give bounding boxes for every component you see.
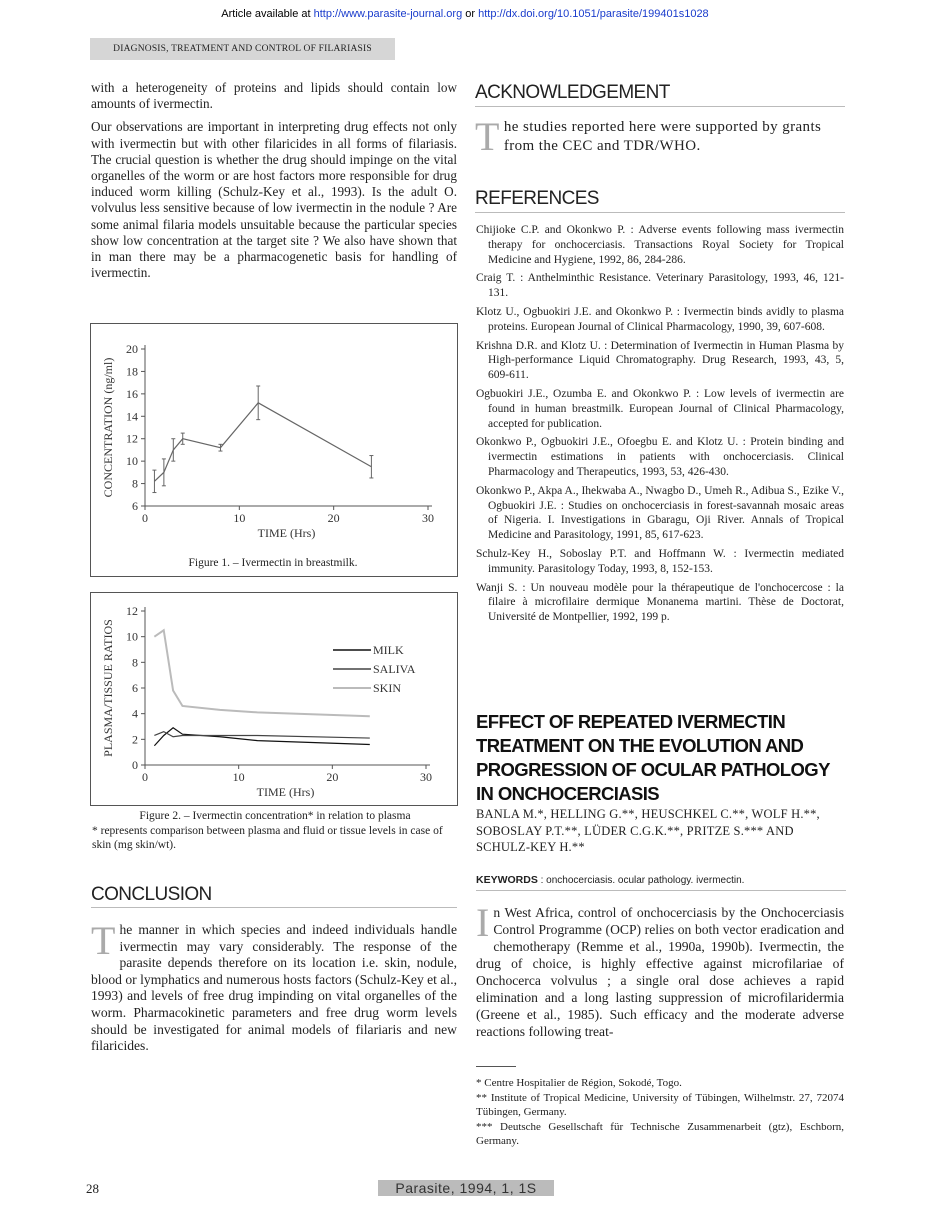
y-axis-label: PLASMA/TISSUE RATIOS: [101, 619, 115, 757]
reference-item: Craig T. : Anthelminthic Resistance. Veterinary Parasitology, 1993, 46, 121-131.: [476, 272, 844, 300]
article-availability-line: [0, 8, 930, 20]
conclusion-paragraph: [91, 918, 457, 1055]
figure-2-note: * represents comparison between plasma and fluid or tissue levels in case of skin (mg skin/wt).: [92, 825, 443, 851]
figure-1-frame: [90, 323, 458, 577]
running-head: DIAGNOSIS, TREATMENT AND CONTROL OF FILARIASIS: [90, 38, 395, 60]
y-axis-label: CONCENTRATION (ng/ml): [101, 357, 115, 498]
reference-item: Chijioke C.P. and Okonkwo P. : Adverse events following mass ivermectin therapy for onchocerciasis. Transactions Royal Society for Tropical Medicine and Hygiene, 1992, 86, 284-286.: [476, 224, 844, 266]
x-tick-label: 0: [142, 511, 148, 525]
y-tick-label: 4: [132, 706, 138, 721]
acknowledgement-rule: [475, 106, 845, 107]
footnote-2: ** Institute of Tropical Medicine, University of Tübingen, Wilhelmstr. 27, 72074 Tübingen, Germany.: [476, 1091, 844, 1118]
y-tick-label: 6: [132, 681, 138, 695]
conclusion-rule: [91, 907, 457, 908]
keywords-line: [476, 874, 844, 886]
x-axis-label: TIME (Hrs): [257, 526, 316, 540]
paragraph-2: Our observations are important in interpreting drug effects not only with ivermectin but with other filaricides in all forms of filariasis. The crucial question is whether the drug should impinge on the vital organelles of the worm or are host factors more responsible for drug induced worm killing (Schulz-Key et al., 1993). Is the adult O. volvulus less sensitive because of low ivermectin in the nodule ? Are some animal filaria models unsuitable because the particular species show low concentration at the target site ? We also have shown that in man there may be a pharmacogenetic basis for handling of ivermectin.: [91, 119, 457, 281]
availability-or: or: [462, 8, 479, 20]
x-tick-label: 30: [420, 770, 432, 784]
keywords-label: KEYWORDS: [476, 874, 538, 886]
y-tick-label: 10: [126, 454, 138, 469]
footnotes: [476, 1076, 844, 1149]
reference-item: Ogbuokiri J.E., Ozumba E. and Okonkwo P. : Low levels of ivermectin are found in human breastmilk. European Journal of Clinical Pharmacology, accepted for publication.: [476, 387, 844, 430]
y-tick-label: 10: [126, 629, 138, 644]
reference-item: Schulz-Key H., Soboslay P.T. and Hoffmann W. : Ivermectin mediated immunity. Parasitology Today, 1993, 8, 152-153.: [476, 547, 844, 575]
figure-2-chart: [91, 593, 457, 805]
x-tick-label: 30: [422, 511, 434, 525]
left-body-text: [91, 80, 457, 288]
x-tick-label: 10: [232, 770, 245, 784]
paragraph-1: with a heterogeneity of proteins and lipids should contain low amounts of ivermectin.: [91, 80, 457, 112]
y-tick-label: 6: [132, 499, 138, 513]
series-line-skin: [154, 630, 369, 716]
conclusion-heading: CONCLUSION: [91, 884, 212, 905]
y-tick-label: 20: [126, 342, 138, 356]
article-authors: BANLA M.*, HELLING G.**, HEUSCHKEL C.**, WOLF H.**, SOBOSLAY P.T.**, LÜDER C.G.K.**, PRITZE S.*** AND SCHULZ-KEY H.**: [476, 807, 820, 854]
doi-link[interactable]: http://dx.doi.org/10.1051/parasite/199401s1028: [478, 8, 709, 20]
y-tick-label: 18: [126, 364, 138, 379]
intro-dropcap: I: [476, 900, 490, 945]
conclusion-text: he manner in which species and indeed individuals handle ivermectin may vary considerably. The response of the parasite depends therefore on its location i.e. skin, nodule, blood or lymphatics and numerous hosts factors (Schulz-Key et al., 1993) and levels of free drug impinding on vital organelles of the worm. Pharmacokinetic parameters and free drug worm levels should be investigated for animal models of filariaris and new filaricides.: [91, 922, 457, 1054]
footnote-1: * Centre Hospitalier de Région, Sokodé, Togo.: [476, 1077, 682, 1089]
x-tick-label: 0: [142, 770, 148, 784]
y-tick-label: 0: [132, 758, 138, 772]
figure-1-caption: Figure 1. – Ivermectin in breastmilk.: [188, 557, 358, 569]
page-number: 28: [86, 1181, 99, 1196]
x-tick-label: 20: [327, 511, 340, 525]
acknowledgement-heading: ACKNOWLEDGEMENT: [475, 82, 670, 103]
acknowledgement-dropcap: T: [475, 114, 500, 159]
figure-1-chart: [91, 324, 457, 576]
footnote-3: *** Deutsche Gesellschaft für Technische Zusammenarbeit (gtz), Eschborn, Germany.: [476, 1120, 844, 1147]
references-heading: REFERENCES: [475, 188, 599, 209]
y-tick-label: 12: [126, 604, 138, 618]
x-axis-label: TIME (Hrs): [256, 785, 315, 799]
y-tick-label: 14: [126, 409, 138, 424]
availability-prefix: Article available at: [221, 8, 314, 20]
legend-label-saliva: SALIVA: [373, 662, 416, 676]
y-tick-label: 12: [126, 431, 138, 446]
series-line-0: [154, 403, 371, 481]
legend-label-skin: SKIN: [373, 681, 402, 695]
reference-list: [476, 223, 844, 629]
references-rule: [475, 212, 845, 213]
x-tick-label: 10: [233, 511, 246, 525]
legend-label-milk: MILK: [373, 643, 404, 657]
journal-footer: Parasite, 1994, 1, 1S: [378, 1180, 554, 1196]
figure-2-caption: Figure 2. – Ivermectin concentration* in relation to plasma: [139, 810, 411, 822]
reference-item: Okonkwo P., Akpa A., Ihekwaba A., Nwagbo D., Umeh R., Adibua S., Ezike V., Ogbuokiri J.E. : Studies on onchocerciasis in forest-savannah mosaic areas of Nigeria. I. Investigations in Gbaragu, Oji River. Annals of Tropical Medicine and Parasitology, 1991, 85, 617-623.: [476, 484, 844, 542]
acknowledgement-text: he studies reported here were supported by grants from the CEC and TDR/WHO.: [503, 119, 822, 154]
conclusion-dropcap: T: [91, 918, 116, 963]
acknowledgement-paragraph: [475, 114, 845, 159]
reference-item: Klotz U., Ogbuokiri J.E. and Okonkwo P. : Ivermectin binds avidly to plasma proteins. European Journal of Clinical Pharmacology, 1990, 39, 607-608.: [476, 305, 844, 333]
reference-item: Krishna D.R. and Klotz U. : Determination of Ivermectin in Human Plasma by High-performance Liquid Chromatography. Drug Research, 1993, 43, 5, 609-611.: [476, 339, 844, 382]
x-tick-label: 20: [326, 770, 339, 784]
intro-paragraph: [476, 900, 844, 1040]
keywords-rule: [476, 890, 846, 891]
reference-item: Wanji S. : Un nouveau modèle pour la thérapeutique de l'onchocercose : la filaire à microfilaire dermique Monanema martini. Thèse de Doctorat, Université de Montpellier, 1992, 199 p.: [476, 581, 844, 624]
y-tick-label: 8: [132, 655, 138, 670]
footnote-rule: [476, 1066, 516, 1067]
y-tick-label: 2: [132, 732, 138, 747]
journal-link[interactable]: http://www.parasite-journal.org: [313, 8, 463, 20]
intro-text: n West Africa, control of onchocerciasis by the Onchocerciasis Control Programme (OCP) relies on both vector eradication and chemotherapy (Remme et al., 1990a, 1990b). Ivermectin, the drug of choice, is highly effective against microfilariae of Onchocerca volvulus ; a single oral dose achieves a rapid elimination and a long lasting suppression of microfilaridermia (Greene et al., 1985). Such efficacy and the moderate adverse reactions following treat-: [476, 905, 844, 1039]
keywords-text: : onchocerciasis. ocular pathology. ivermectin.: [537, 875, 745, 886]
y-tick-label: 8: [132, 476, 138, 491]
y-tick-label: 16: [126, 386, 138, 401]
reference-item: Okonkwo P., Ogbuokiri J.E., Ofoegbu E. and Klotz U. : Protein binding and ivermectin estimations in patients with onchocerciasis. Clinical Pharmacology and Therapeutics, 1993, 53, 426-430.: [476, 436, 844, 478]
figure-2-frame: [90, 592, 458, 806]
article-title: EFFECT OF REPEATED IVERMECTIN TREATMENT ON THE EVOLUTION AND PROGRESSION OF OCULAR PATHOLOGY IN ONCHOCERCIASIS: [476, 711, 830, 804]
